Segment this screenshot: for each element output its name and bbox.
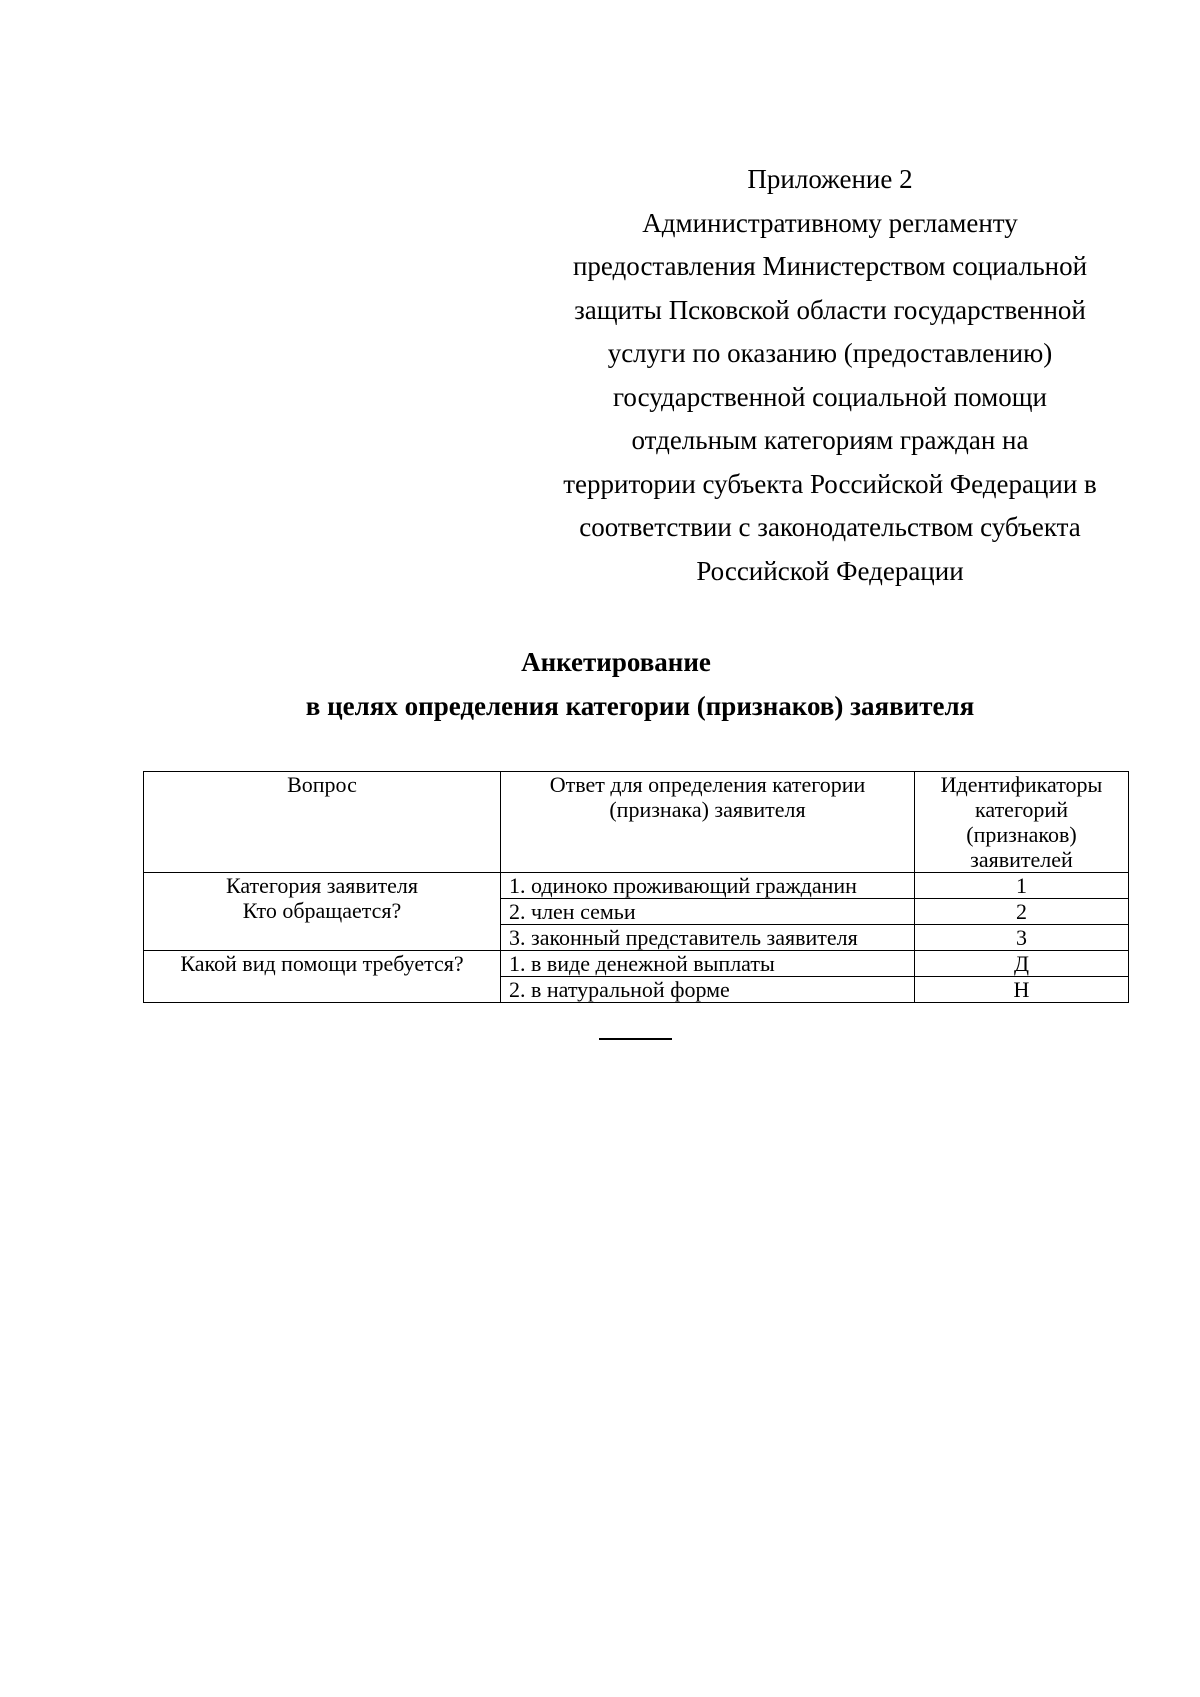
appendix-line: предоставления Министерством социальной (572, 251, 1088, 281)
appendix-line: Административному регламенту (642, 207, 1018, 238)
question-text: Кто обращается? (242, 898, 402, 923)
header-identifier: Идентификаторы категорий (признаков) заявителей (915, 772, 1129, 873)
appendix-line: услуги по оказанию (предоставлению) (607, 338, 1053, 368)
appendix-title: Приложение 2 (747, 164, 913, 194)
appendix-line: отдельным категориям граждан на (631, 425, 1029, 455)
document-heading (0, 640, 1200, 728)
question-text: Категория заявителя (225, 873, 419, 898)
appendix-line: государственной социальной помощи (613, 381, 1047, 412)
header-question: Вопрос (144, 772, 501, 873)
table-header-row (144, 772, 1129, 873)
appendix-line: защиты Псковской области государственной (574, 294, 1086, 325)
heading-subtitle: в целях определения категории (признаков) заявителя (305, 691, 975, 721)
table-row (144, 873, 1129, 899)
answer-cell: 1. в виде денежной выплаты (501, 951, 915, 977)
question-cell (144, 951, 501, 1003)
question-cell (144, 873, 501, 951)
survey-table (143, 771, 1129, 1003)
answer-cell: 2. в натуральной форме (501, 977, 915, 1003)
heading-title: Анкетирование (521, 647, 711, 677)
identifier-cell: 1 (915, 873, 1129, 899)
answer-cell: 3. законный представитель заявителя (501, 925, 915, 951)
identifier-cell: 3 (915, 925, 1129, 951)
table-row (144, 951, 1129, 977)
answer-cell: 1. одиноко проживающий гражданин (501, 873, 915, 899)
appendix-line: Российской Федерации (696, 555, 964, 586)
appendix-line: территории субъекта Российской Федерации в (563, 468, 1097, 499)
closing-divider (599, 1038, 672, 1040)
appendix-block (520, 158, 1140, 593)
answer-cell: 2. член семьи (501, 899, 915, 925)
identifier-cell: Н (915, 977, 1129, 1003)
header-answer: Ответ для определения категории (признака) заявителя (501, 772, 915, 873)
identifier-cell: Д (915, 951, 1129, 977)
identifier-cell: 2 (915, 899, 1129, 925)
question-text: Какой вид помощи требуется? (180, 951, 464, 976)
appendix-line: соответствии с законодательством субъекта (579, 512, 1081, 542)
